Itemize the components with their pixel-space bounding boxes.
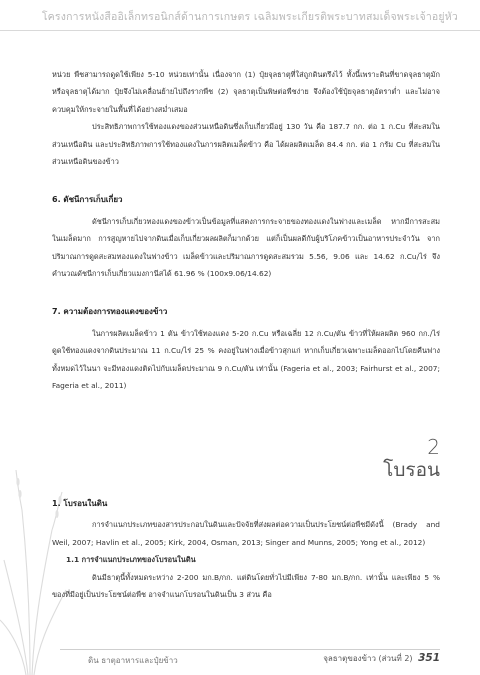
subsection-heading-boron-classification: 1.1 การจำแนกประเภทของโบรอนในดิน: [66, 555, 196, 565]
chapter-title: โบรอน: [383, 459, 440, 481]
paragraph-copy-efficiency: ประสิทธิภาพการใช้ทองแดงของส่วนเหนือดินซึ่งเก็บเกี่ยวมีอยู่ 130 วัน คือ 187.7 กก. ต่อ 1 ก.Cu ที่สะสมในส่วนเหนือดิน และประสิทธิภาพการใช้ทองแดงในการผลิตเมล็ดข้าว คือ ได้ผลผลิตเมล็ด 84.4 กก. ต่อ 1 กรัม Cu ที่สะสมในส่วนเหนือดินของข้าว: [52, 122, 440, 167]
page-number: 351: [418, 652, 440, 664]
footer-divider: [60, 649, 440, 650]
paragraph-copper-requirement: ในการผลิตเมล็ดข้าว 1 ตัน ข้าวใช้ทองแดง 5-20 ก.Cu หรือเฉลี่ย 12 ก.Cu/ตัน ข้าวที่ให้ผลผลิต 960 กก./ไร่ ดูดใช้ทองแดงจากดินประมาณ 11 ก.Cu/ไร่ 25 % คงอยู่ในฟางเมื่อข้าวสุกแก่ หากเก็บเกี่ยวเฉพาะเมล็ดออกไปโดยคืนฟางทั้งหมดไว้ในนา จะมีทองแดงติดไปกับเมล็ดประมาณ 9 ก.Cu/ตัน เท่านั้น (Fageria et al., 2003; Fairhurst et al., 2007; Fageria et al., 2011): [52, 328, 440, 391]
boron-content: [52, 484, 440, 603]
section-heading-copper-requirement: 7. ความต้องการทองแดงของข้าว: [52, 307, 168, 317]
footer-chapter: [323, 652, 440, 665]
paragraph-boron-classification-intro: การจำแนกประเภทของสารประกอบในดินและปัจจัยที่ส่งผลต่อความเป็นประโยชน์ต่อพืชมีดังนี้ (Brady and Weil, 2007; Havlin et al., 2005; Kirk, 2004, Osman, 2013; Singer and Munns, 2005; Yong et al., 2012): [52, 520, 440, 547]
paragraph-boron-content: ดินมีธาตุนี้ทั้งหมดระหว่าง 2-200 มก.B/กก. แต่ดินโดยทั่วไปมีเพียง 7-80 มก.B/กก. เท่านั้น และเพียง 5 % ของที่มีอยู่เป็นประโยชน์ต่อพืช อาจจำแนกโบรอนในดินเป็น 3 ส่วน คือ: [52, 572, 440, 600]
paragraph-micronutrient-fertilizer: หน่วย พืชสามารถดูดใช้เพียง 5-10 หน่วยเท่านั้น เนื่องจาก (1) ปุ๋ยจุลธาตุที่ใส่ถูกดินตรึงไว้ ทั้งนี้เพราะดินที่ขาดจุลธาตุมักหรือจุลธาตุได้มาก ปุ๋ยจึงไม่เคลื่อนย้ายไปถึงรากพืช (2) จุลธาตุเป็นพิษต่อพืชง่าย จึงต้องใช้ปุ๋ยจุลธาตุอัตราต่ำ และไม่อาจควบคุมให้กระจายในพื้นที่ได้อย่างสม่ำเสมอ: [52, 70, 440, 114]
header-title: โครงการหนังสืออิเล็กทรอนิกส์ด้านการเกษตร เฉลิมพระเกียรติพระบาทสมเด็จพระเจ้าอยู่หัว: [41, 11, 458, 23]
page-header: [0, 0, 480, 31]
footer-chapter-title: จุลธาตุของข้าว (ส่วนที่ 2): [323, 654, 413, 663]
paragraph-harvest-index: ดัชนีการเก็บเกี่ยวทองแดงของข้าวเป็นข้อมูลที่แสดงการกระจายของทองแดงในฟางและเมล็ด หากมีการสะสมในเมล็ดมาก การสูญหายไปจากดินเมื่อเก็บเกี่ยวผลผลิตก็มากด้วย แต่ก็เป็นผลดีกับผู้บริโภคข้าวเป็นอาหารประจำวัน จากปริมาณการดูดสะสมทองแดงในฟางข้าว เมล็ดข้าวและปริมาณการดูดสะสมรวม 5.56, 9.06 และ 14.62 ก.Cu/ไร่ จึงคำนวณดัชนีการเก็บเกี่ยวแมงกานีสได้ 61.96 % (100x9.06/14.62): [52, 216, 440, 279]
main-content: [52, 66, 440, 395]
section-heading-harvest-index: 6. ดัชนีการเก็บเกี่ยว: [52, 195, 123, 205]
chapter-heading: [383, 436, 440, 482]
chapter-number: 2: [427, 435, 440, 459]
footer-book-title: ดิน ธาตุอาหารและปุ๋ยข้าว: [88, 656, 178, 665]
section-heading-boron-in-soil: 1. โบรอนในดิน: [52, 499, 108, 508]
